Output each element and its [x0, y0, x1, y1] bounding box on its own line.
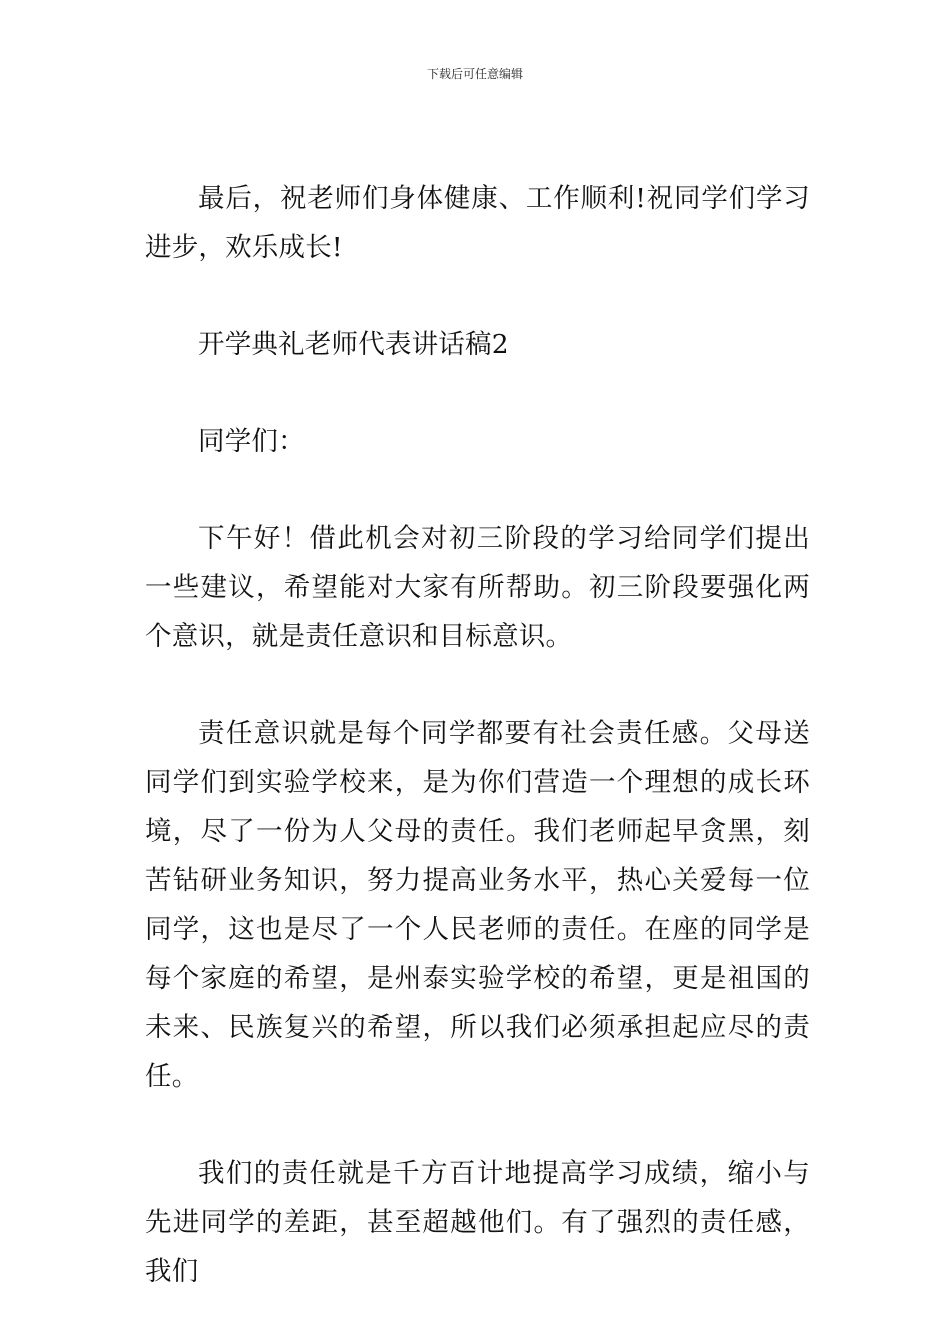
- duty-paragraph: 我们的责任就是千方百计地提高学习成绩，缩小与先进同学的差距，甚至超越他们。有了强烈的责任感，我们: [145, 1158, 810, 1287]
- greeting-paragraph: 下午好！借此机会对初三阶段的学习给同学们提出一些建议，希望能对大家有所帮助。初三阶段要强化两个意识，就是责任意识和目标意识。: [145, 523, 810, 652]
- section-title: 开学典礼老师代表讲话稿2: [198, 329, 509, 360]
- document-body: [145, 174, 810, 1296]
- header-note: 下载后可任意编辑: [426, 67, 523, 81]
- responsibility-paragraph: 责任意识就是每个同学都要有社会责任感。父母送同学们到实验学校来，是为你们营造一个理想的成长环境，尽了一份为人父母的责任。我们老师起早贪黑，刻苦钻研业务知识，努力提高业务水平，热心关爱每一位同学，这也是尽了一个人民老师的责任。在座的同学是每个家庭的希望，是州泰实验学校的希望，更是祖国的未来、民族复兴的希望，所以我们必须承担起应尽的责任。: [145, 718, 810, 1092]
- closing-paragraph: 最后，祝老师们身体健康、工作顺利!祝同学们学习进步，欢乐成长!: [145, 183, 810, 263]
- salutation: 同学们：: [198, 426, 305, 457]
